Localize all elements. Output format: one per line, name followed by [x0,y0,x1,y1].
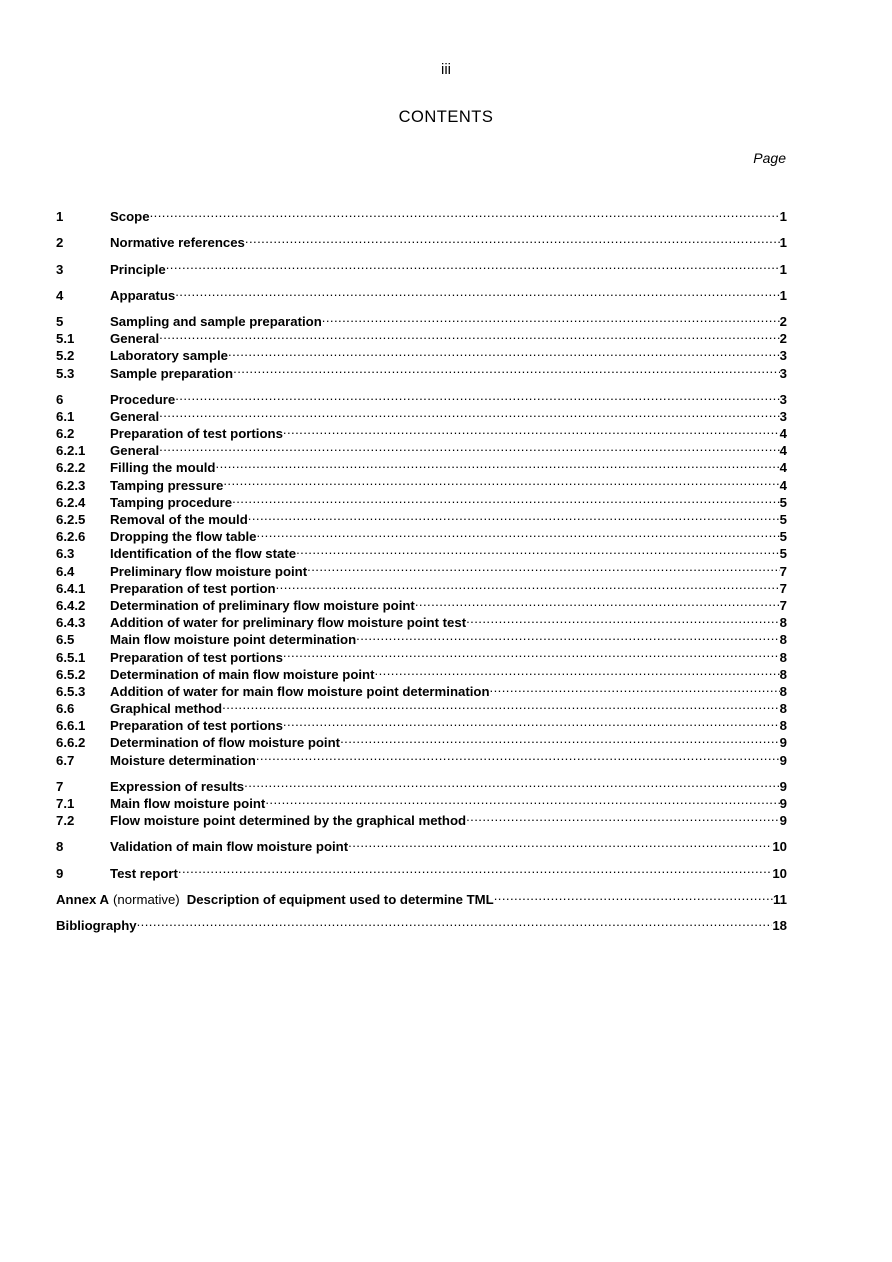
toc-dot-leader [307,558,780,575]
toc-entry-title: Sample preparation [110,365,234,381]
toc-entry-title: Preparation of test portions [110,718,283,734]
toc-entry-number: 5.2 [56,348,75,364]
toc-entry[interactable] [56,283,787,303]
toc-entry-page: 5 [779,546,787,562]
toc-entry-title: Addition of water for main flow moisture point determination [110,683,490,699]
toc-entry[interactable] [56,230,787,251]
toc-dot-leader [159,438,780,455]
toc-entry[interactable] [56,204,787,225]
toc-group [56,860,787,881]
toc-entry-number: 5.1 [56,331,75,347]
toc-group [56,256,787,277]
toc-group [56,230,787,251]
toc-entry-title: Tamping pressure [110,477,224,493]
toc-entry-page: 9 [779,752,787,768]
toc-dot-leader [159,326,780,343]
toc-entry-number: 7 [56,778,64,794]
toc-dot-leader [150,204,780,221]
annex-label: Annex A [56,891,110,907]
toc-dot-leader [265,791,779,808]
toc-dot-leader [228,343,780,360]
toc-entry-number: 6.2.3 [56,477,86,493]
toc-dot-leader [223,472,779,489]
toc-entry-page: 4 [779,477,787,493]
toc-entry-title: Scope [110,209,150,225]
toc-entry-number: 6.2 [56,426,75,442]
toc-entry-number: 6.5.1 [56,649,86,665]
toc-entry-number: 6.6.2 [56,735,86,751]
toc-entry-title: Expression of results [110,778,245,794]
annex-type: (normative) [113,891,180,907]
toc-entry-number: 6.6 [56,701,75,717]
toc-group [56,774,787,829]
toc-dot-leader [356,627,779,644]
toc-dot-leader [232,490,780,507]
toc-entry-page: 7 [779,597,787,613]
table-of-contents [56,204,787,939]
toc-entry-page: 2 [779,331,787,347]
toc-dot-leader [216,455,780,472]
toc-entry-number: 2 [56,235,64,251]
toc-dot-leader [166,256,780,273]
toc-entry-title: Flow moisture point determined by the graphical method [110,813,467,829]
toc-entry[interactable] [56,455,787,476]
toc-entry[interactable] [56,438,787,459]
toc-entry[interactable] [56,326,787,347]
annex-page: 11 [773,891,787,907]
toc-entry-page: 8 [779,666,787,682]
toc-entry[interactable] [56,404,787,424]
toc-entry-page: 1 [779,235,787,251]
toc-dot-leader [415,593,780,610]
toc-entry-page: 7 [779,563,787,579]
toc-entry-title: Main flow moisture point [110,796,266,811]
toc-entry[interactable] [56,834,787,855]
toc-entry-title: Moisture determination [110,752,256,768]
toc-entry-title: Sampling and sample preparation [110,313,322,329]
toc-entry-page: 5 [779,494,787,510]
toc-entry-title: Principle [110,261,166,277]
toc-entry-page: 9 [779,778,787,794]
toc-dot-leader [494,887,773,904]
toc-entry-number: 3 [56,261,64,277]
toc-entry-page: 8 [779,701,787,717]
toc-group [56,204,787,225]
toc-group [56,887,787,907]
toc-entry-number: 6.2.5 [56,512,86,527]
toc-dot-leader [137,913,773,930]
toc-entry[interactable] [56,774,787,794]
toc-entry-page: 9 [779,735,787,751]
toc-entry-title: Laboratory sample [110,348,228,364]
toc-entry-number: 5.3 [56,365,75,381]
toc-entry-number: 6.2.6 [56,529,86,545]
toc-entry[interactable] [56,256,787,277]
toc-entry-page: 3 [779,408,787,424]
toc-entry-page: 4 [779,426,787,442]
toc-annex-entry[interactable] [56,887,787,907]
toc-group [56,913,787,933]
toc-entry-page: 9 [779,796,787,811]
toc-group [56,387,787,768]
bibliography-title: Bibliography [56,917,137,933]
toc-entry-title: Dropping the flow table [110,529,257,545]
toc-entry-page: 8 [779,615,787,631]
toc-entry-title: Normative references [110,235,245,251]
toc-entry-title: General [110,408,160,424]
contents-title: CONTENTS [398,108,494,126]
toc-entry-page: 10 [772,839,787,855]
toc-entry-number: 9 [56,865,64,881]
toc-entry-number: 6.5.2 [56,666,86,682]
toc-entry-title: Preparation of test portions [110,426,283,442]
toc-entry-number: 7.1 [56,796,75,811]
toc-dot-leader [159,404,780,421]
toc-entry-title: Preparation of test portion [110,580,276,596]
toc-entry-title: Removal of the mould [110,512,248,527]
toc-dot-leader [340,730,780,747]
toc-entry-page: 2 [779,313,787,329]
toc-dot-leader [222,696,780,713]
toc-entry[interactable] [56,860,787,881]
toc-entry-page: 1 [779,209,787,225]
toc-entry[interactable] [56,387,787,407]
toc-entry-number: 1 [56,209,64,225]
toc-entry-title: Filling the mould [110,460,216,476]
toc-entry-number: 6.2.1 [56,443,86,459]
toc-entry-title: Determination of flow moisture point [110,735,341,751]
toc-entry-title: Determination of preliminary flow moisture point [110,597,415,613]
toc-dot-leader [276,576,780,593]
toc-entry-page: 8 [779,649,787,665]
toc-entry-number: 7.2 [56,813,75,829]
toc-dot-leader [283,644,780,661]
toc-entry-number: 8 [56,839,64,855]
toc-entry-page: 8 [779,632,787,648]
toc-entry-page: 9 [779,813,787,829]
toc-entry-title: Preliminary flow moisture point [110,563,308,579]
toc-dot-leader [257,524,780,541]
toc-group [56,309,787,381]
toc-entry-number: 6.5 [56,632,75,648]
toc-entry-number: 6.7 [56,752,75,768]
toc-dot-leader [244,774,780,791]
toc-entry[interactable] [56,309,787,329]
toc-entry-page: 8 [779,718,787,734]
toc-entry-number: 6.3 [56,546,75,562]
toc-entry-number: 6.5.3 [56,683,86,699]
toc-entry-title: Identification of the flow state [110,546,297,562]
toc-dot-leader [283,713,780,730]
toc-entry-page: 3 [779,391,787,407]
toc-bibliography-entry[interactable] [56,913,787,933]
toc-entry-title: Procedure [110,391,176,407]
toc-entry-page: 5 [779,512,787,527]
toc-entry-number: 6.1 [56,408,75,424]
toc-dot-leader [245,230,780,247]
bibliography-page: 18 [772,917,787,933]
toc-entry-page: 5 [779,529,787,545]
toc-entry-page: 1 [779,287,787,303]
toc-entry-page: 8 [779,683,787,699]
toc-entry-title: Apparatus [110,287,176,303]
toc-entry-page: 3 [779,348,787,364]
page-column-label: Page [753,150,786,166]
toc-dot-leader [283,421,780,438]
toc-entry-title: Graphical method [110,701,223,717]
toc-dot-leader [296,541,780,558]
toc-entry-number: 6.4.3 [56,615,86,631]
toc-dot-leader [233,360,780,377]
toc-dot-leader [178,860,772,877]
toc-dot-leader [490,679,780,696]
toc-dot-leader [175,387,779,404]
toc-entry-title: Validation of main flow moisture point [110,839,349,855]
toc-entry-title: Preparation of test portions [110,649,283,665]
page-number: iii [441,61,451,78]
toc-entry-page: 4 [779,460,787,476]
toc-entry-number: 6.4.1 [56,580,86,596]
toc-entry-number: 6 [56,391,64,407]
toc-entry-number: 6.4 [56,563,75,579]
toc-dot-leader [466,610,780,627]
toc-entry-title: General [110,331,160,347]
toc-entry[interactable] [56,421,787,442]
toc-entry-page: 3 [779,365,787,381]
toc-dot-leader [322,309,780,326]
toc-entry-title: Determination of main flow moisture point [110,666,375,682]
toc-entry-number: 4 [56,287,64,303]
annex-title: Description of equipment used to determine TML [186,891,494,907]
toc-entry[interactable] [56,343,787,364]
toc-group [56,834,787,855]
toc-entry-number: 5 [56,313,64,329]
toc-dot-leader [175,283,779,300]
toc-entry-title: Tamping procedure [110,494,233,510]
toc-dot-leader [248,507,780,524]
toc-group [56,283,787,303]
toc-dot-leader [375,662,780,679]
toc-entry-number: 6.6.1 [56,718,86,734]
toc-entry-page: 4 [779,443,787,459]
toc-entry-title: General [110,443,160,459]
toc-entry-page: 1 [779,261,787,277]
toc-dot-leader [256,747,780,764]
toc-entry-title: Main flow moisture point determination [110,632,357,648]
toc-entry-page: 10 [772,865,787,881]
toc-entry-number: 6.2.2 [56,460,86,476]
toc-dot-leader [348,834,772,851]
toc-entry-number: 6.4.2 [56,597,86,613]
toc-entry-page: 7 [779,580,787,596]
toc-entry-title: Test report [110,865,178,881]
toc-entry-number: 6.2.4 [56,494,86,510]
toc-dot-leader [466,808,780,825]
toc-entry-title: Addition of water for preliminary flow moisture point test [110,615,467,631]
